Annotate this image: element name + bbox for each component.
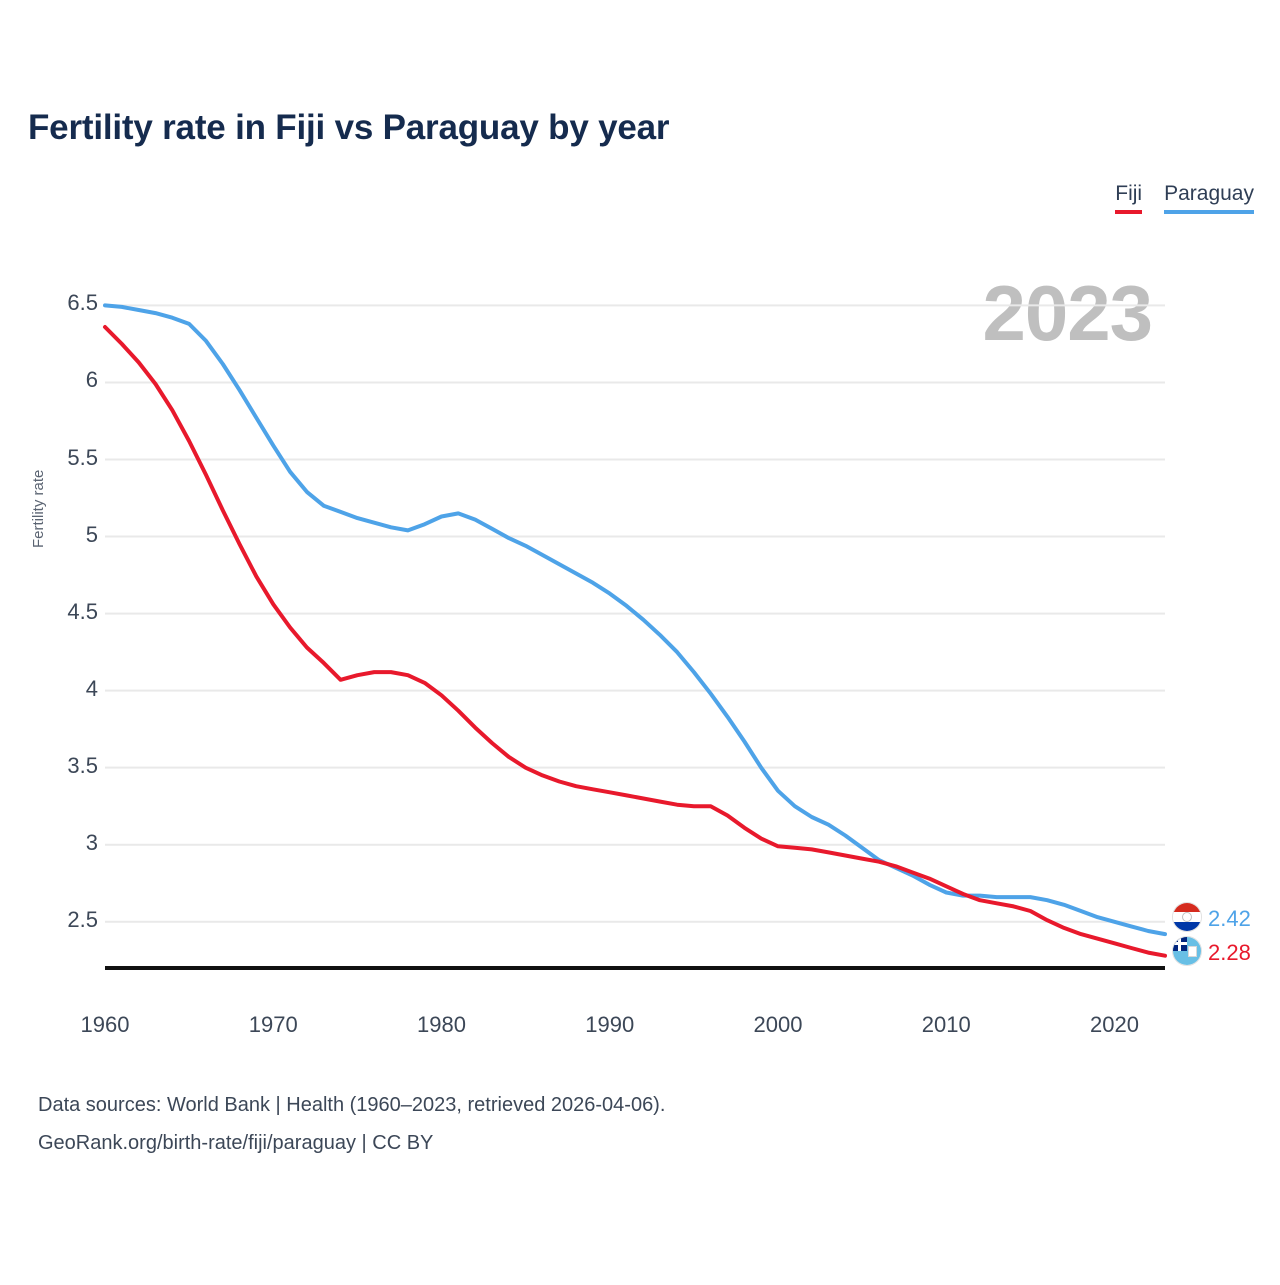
x-axis-tick: 1980 (417, 1012, 466, 1037)
flag-shield (1188, 946, 1197, 957)
flag-band-blue (1173, 922, 1201, 931)
end-value-paraguay: 2.42 (1208, 906, 1251, 931)
x-axis-tick: 1960 (80, 1012, 130, 1037)
flag-cross-vertical (1178, 937, 1181, 951)
chart-legend (1115, 182, 1254, 214)
series-line-paraguay (105, 305, 1165, 934)
y-axis-tick: 5 (85, 521, 98, 547)
y-axis-tick: 3 (85, 829, 98, 855)
fiji-flag-icon (1172, 936, 1202, 966)
y-axis-label: Fertility rate (30, 469, 47, 548)
y-axis-tick: 5.5 (67, 444, 98, 470)
flag-band-red (1173, 903, 1201, 912)
legend-item-fiji[interactable]: Fiji (1115, 182, 1142, 214)
footer-attribution: GeoRank.org/birth-rate/fiji/paraguay | CC BY (38, 1132, 434, 1154)
flag-emblem (1182, 912, 1192, 922)
y-axis-tick: 4.5 (67, 598, 98, 624)
x-axis-tick: 2000 (753, 1012, 803, 1037)
series-line-fiji (105, 327, 1165, 956)
y-axis-tick: 6 (85, 367, 98, 393)
x-axis-tick: 2020 (1090, 1012, 1139, 1037)
footer (38, 1086, 665, 1162)
x-axis-tick: 1990 (585, 1012, 635, 1037)
page-title: Fertility rate in Fiji vs Paraguay by year (28, 108, 670, 147)
gridlines (105, 305, 1165, 921)
legend-item-paraguay[interactable]: Paraguay (1164, 182, 1254, 214)
y-axis-tick: 4 (85, 675, 98, 701)
y-axis-tick: 6.5 (67, 290, 98, 316)
end-value-fiji: 2.28 (1208, 940, 1251, 965)
year-watermark: 2023 (982, 269, 1152, 357)
y-axis-tick: 2.5 (67, 906, 98, 932)
footer-data-sources: Data sources: World Bank | Health (1960–2023, retrieved 2026-04-06). (38, 1094, 666, 1116)
x-axis-tick: 1970 (248, 1012, 298, 1037)
x-axis-tick: 2010 (921, 1012, 971, 1037)
y-axis-tick: 3.5 (67, 752, 98, 778)
paraguay-flag-icon (1172, 902, 1202, 932)
